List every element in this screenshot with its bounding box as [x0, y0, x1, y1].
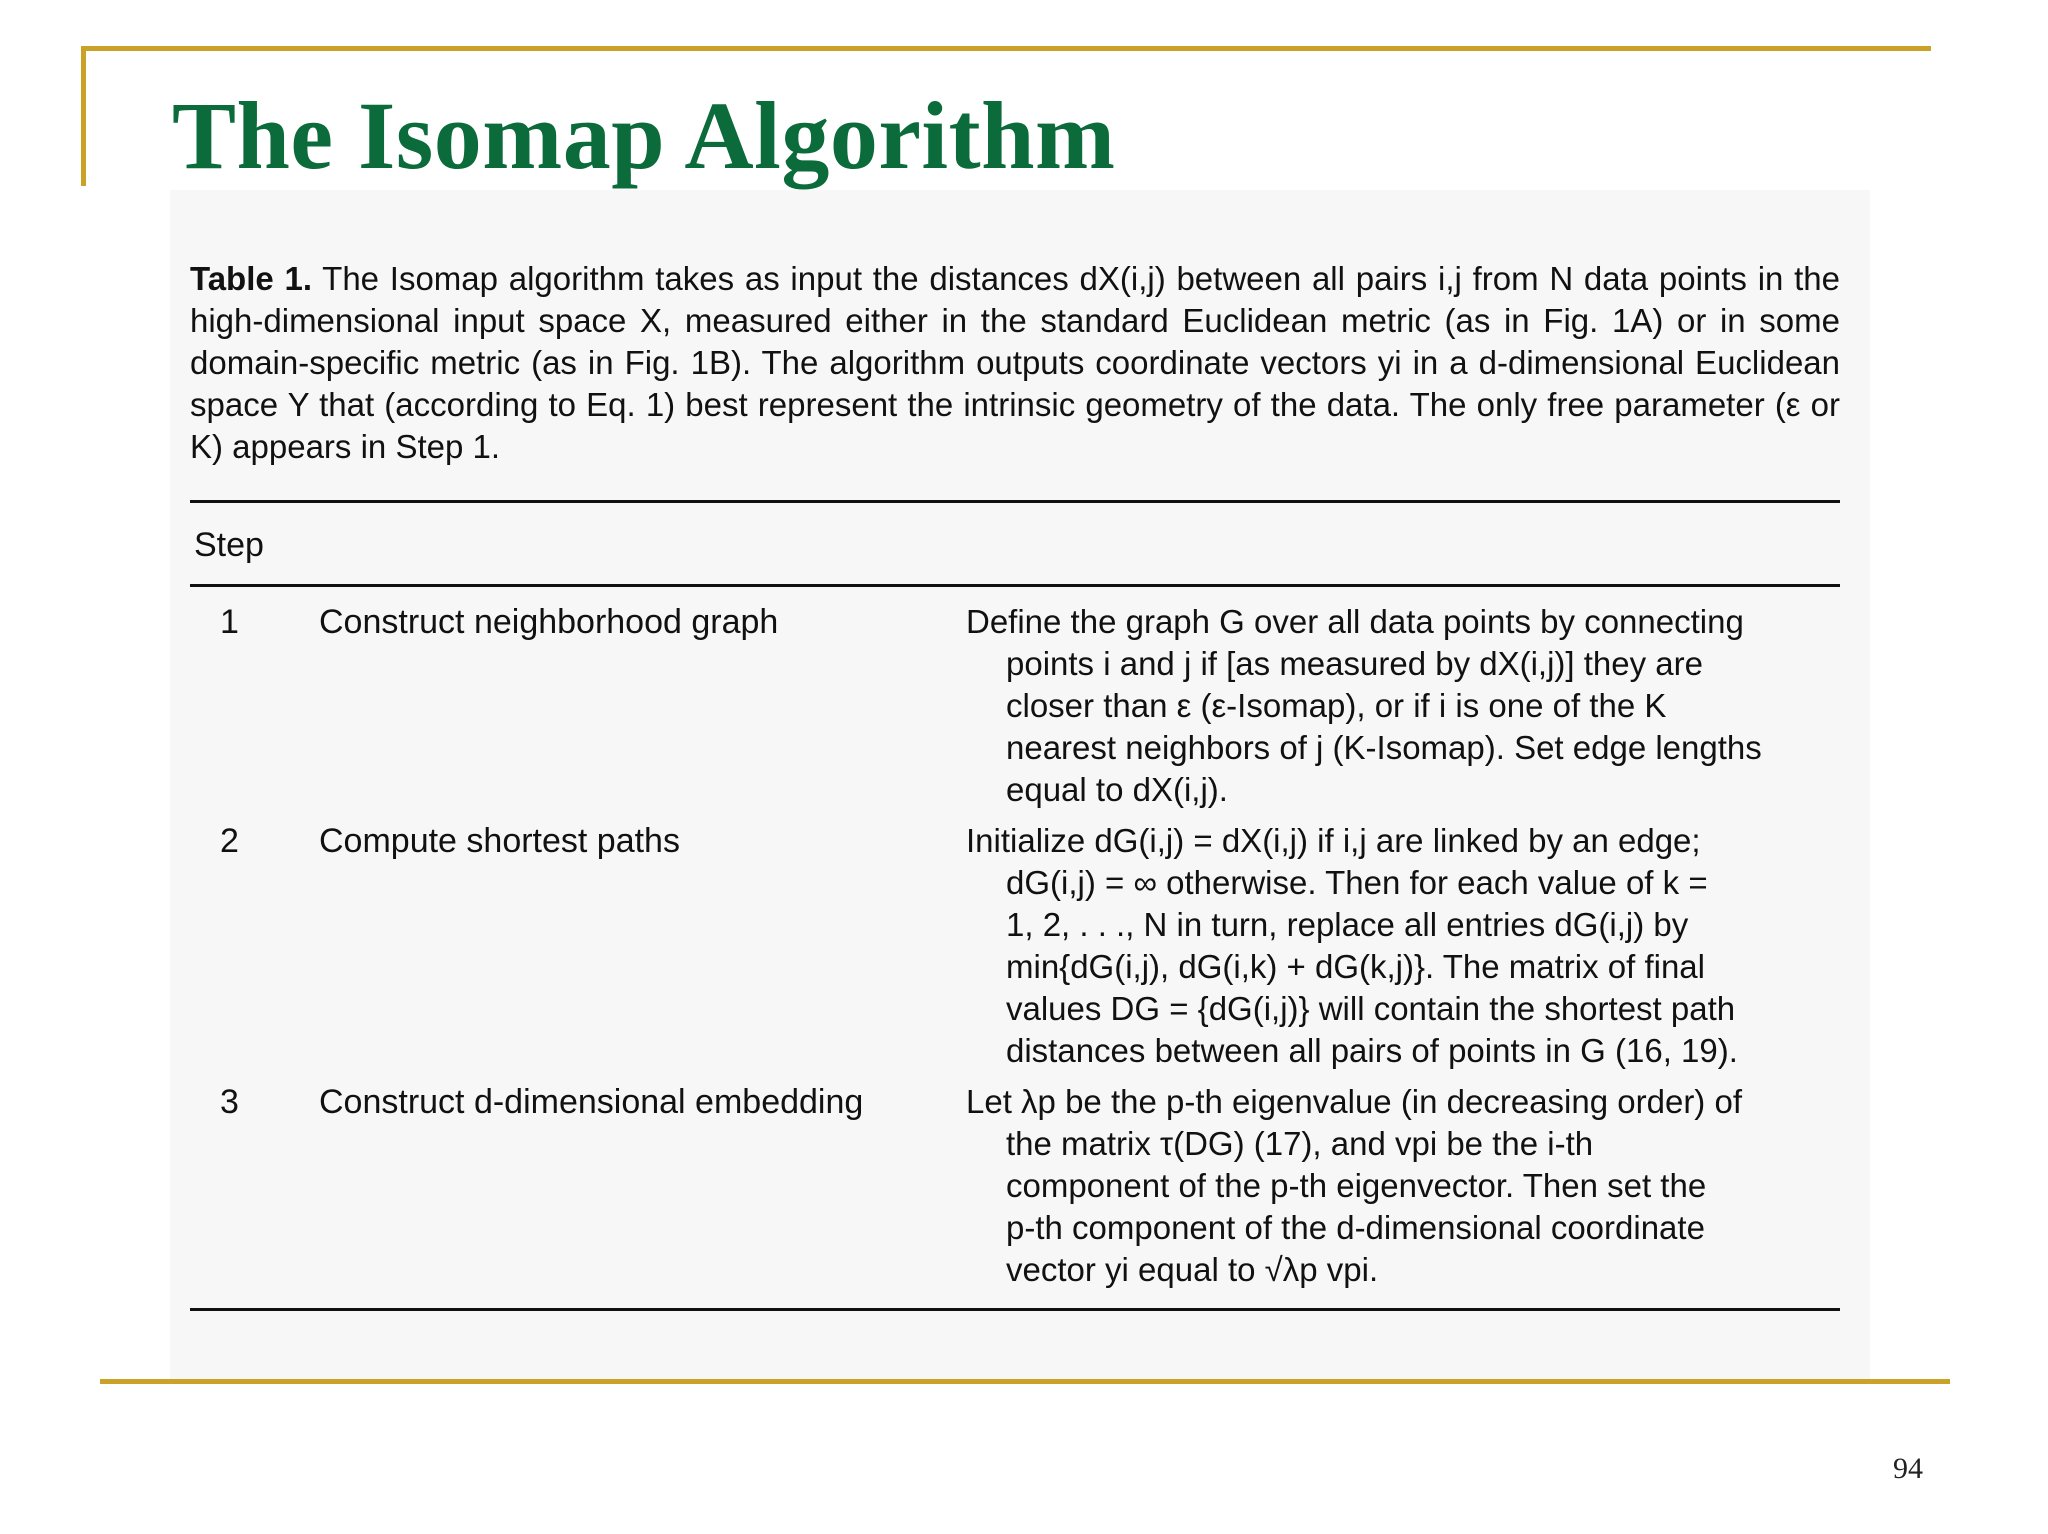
table-bottom-rule: [190, 1308, 1840, 1311]
description-line: min{dG(i,j), dG(i,k) + dG(k,j)}. The matrix of final: [1006, 948, 1705, 985]
description-line: nearest neighbors of j (K-Isomap). Set edge lengths: [1006, 729, 1762, 766]
caption-line: or in some domain-specific metric (as in Fig. 1B). The algorithm outputs coordinate vectors yi in a: [190, 302, 1841, 381]
description-line: p-th component of the d-dimensional coordinate: [1006, 1209, 1705, 1246]
bottom-border-line: [100, 1379, 1950, 1384]
step-name: Compute shortest paths: [319, 822, 680, 860]
description-line: Let λp be the p-th eigenvalue (in decreasing order) of: [966, 1083, 1742, 1120]
step-name: Construct d-dimensional embedding: [319, 1083, 864, 1121]
description-line: component of the p-th eigenvector. Then set the: [1006, 1167, 1707, 1204]
table-header-step: Step: [194, 526, 264, 564]
description-line: dG(i,j) = ∞ otherwise. Then for each value of k =: [1006, 864, 1708, 901]
description-line: 1, 2, . . ., N in turn, replace all entries dG(i,j) by: [1006, 906, 1689, 943]
step-number: 1: [220, 603, 239, 641]
description-line: the matrix τ(DG) (17), and vpi be the i-th: [1006, 1125, 1594, 1162]
description-line: points i and j if [as measured by dX(i,j)] they are: [1006, 645, 1703, 682]
step-number: 2: [220, 822, 239, 860]
step-description: [966, 1081, 1836, 1291]
page-number: 94: [1893, 1452, 1923, 1485]
description-line: vector yi equal to √λp vpi.: [1006, 1251, 1379, 1288]
description-line: equal to dX(i,j).: [1006, 771, 1228, 808]
caption-line: The Isomap algorithm takes as input the distances dX(i,j) between all pairs i,j from N data points: [322, 260, 1747, 297]
step-number: 3: [220, 1083, 239, 1121]
step-name: Construct neighborhood graph: [319, 603, 779, 641]
step-description: [966, 601, 1836, 811]
description-line: Define the graph G over all data points by connecting: [966, 603, 1744, 640]
table-caption: [190, 258, 1840, 468]
description-line: distances between all pairs of points in G (16, 19).: [1006, 1032, 1738, 1069]
table-header-rule: [190, 584, 1840, 587]
caption-line: data. The only free parameter (ε or K) appears in Step 1.: [190, 386, 1840, 465]
slide-title: The Isomap Algorithm: [172, 82, 1116, 189]
table-top-rule: [190, 500, 1840, 503]
step-description: [966, 820, 1836, 1072]
caption-line: in the high-dimensional input space X, measured either in the standard Euclidean metric (as in Fig. 1A): [190, 260, 1840, 339]
left-border-line: [81, 46, 86, 186]
caption-line: d-dimensional Euclidean space Y that (according to Eq. 1) best represent the intrinsic geometry of the: [190, 344, 1840, 423]
description-line: closer than ε (ε-Isomap), or if i is one of the K: [1006, 687, 1667, 724]
top-border-line: [81, 46, 1931, 51]
description-line: Initialize dG(i,j) = dX(i,j) if i,j are linked by an edge;: [966, 822, 1701, 859]
description-line: values DG = {dG(i,j)} will contain the shortest path: [1006, 990, 1736, 1027]
caption-label: Table 1.: [190, 260, 313, 297]
